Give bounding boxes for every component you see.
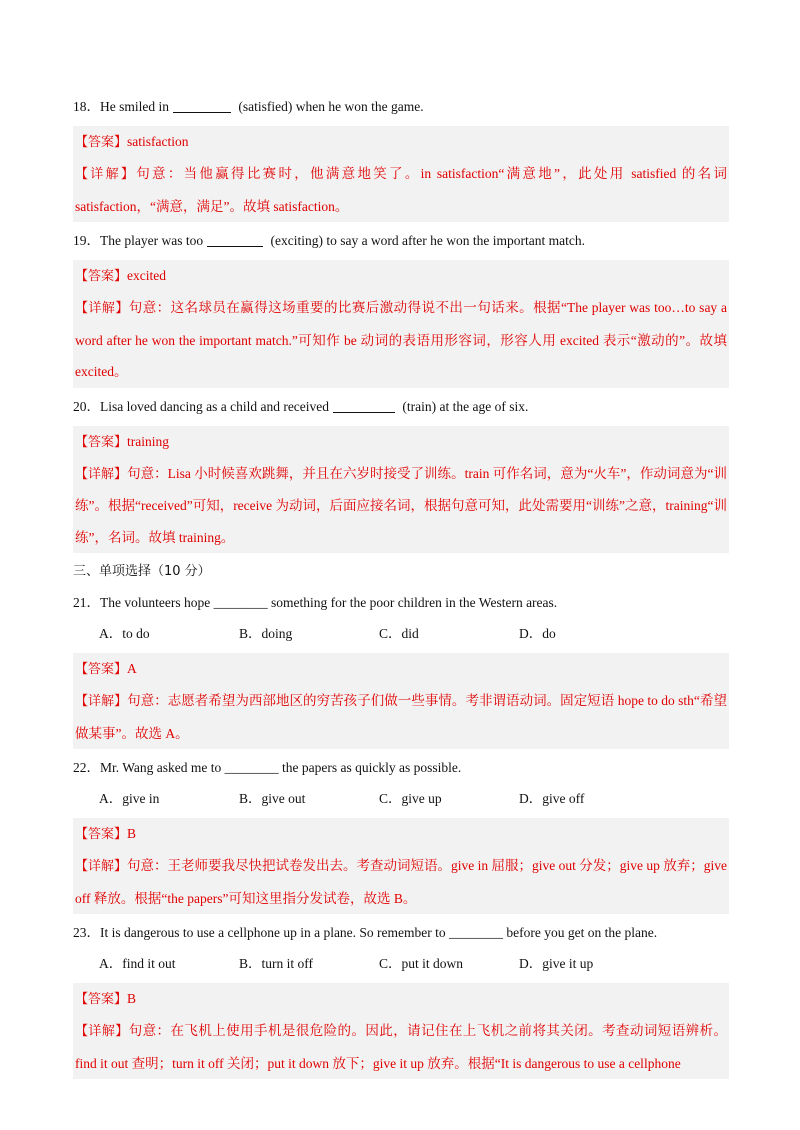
option-d: D．give off [519, 791, 585, 806]
answer-23 [73, 983, 729, 1015]
explanation-18 [73, 158, 729, 222]
explain-tag: 【详解】 [75, 466, 128, 482]
question-20-suffix: (train) at the age of six. [402, 398, 529, 414]
explain-tag: 【详解】 [75, 301, 129, 316]
options-22 [73, 787, 729, 811]
question-18-suffix: (satisfied) when he won the game. [238, 99, 424, 114]
question-18 [73, 95, 729, 119]
explanation-20 [73, 458, 729, 554]
option-b: B．give out [239, 791, 306, 806]
explanation-23 [73, 1015, 729, 1079]
answer-tag: 【答案】 [75, 135, 128, 150]
answer-tag: 【答案】 [75, 992, 128, 1007]
option-a: A．to do [99, 626, 150, 641]
answer-23-value: B [127, 991, 137, 1006]
answer-tag: 【答案】 [75, 269, 128, 284]
answer-18 [73, 126, 729, 158]
option-b: B．doing [239, 626, 293, 641]
option-c: C．give up [379, 791, 442, 806]
answer-tag: 【答案】 [75, 662, 128, 677]
question-19 [73, 229, 729, 253]
question-20-prefix: 20．Lisa loved dancing as a child and received [73, 398, 330, 414]
explanation-21-text: 句意：志愿者希望为西部地区的穷苦孩子们做一些事情。考非谓语动词。固定短语 hope to do sth“希望做某事”。故选 A。 [75, 693, 727, 741]
option-c: C．put it down [379, 956, 464, 971]
explanation-19 [73, 292, 729, 388]
answer-20-value: training [127, 433, 170, 449]
answer-blank [207, 232, 263, 247]
question-19-prefix: 19．The player was too [73, 233, 204, 248]
question-18-prefix: 18．He smiled in [73, 99, 169, 114]
answer-blank [173, 98, 231, 113]
explanation-21 [73, 685, 729, 749]
explanation-22-text: 句意：王老师要我尽快把试卷发出去。考查动词短语。give in 屈服；give out 分发；give up 放弃；give off 释放。根据“the papers”可知这里指分发试卷，故选 B。 [75, 858, 727, 906]
explain-tag: 【详解】 [75, 859, 128, 874]
explain-tag: 【详解】 [75, 694, 128, 709]
explanation-22 [73, 850, 729, 914]
explain-tag: 【详解】 [75, 167, 137, 182]
question-19-suffix: (exciting) to say a word after he won the important match. [270, 233, 585, 248]
section-heading: 三、单项选择（10 分） [73, 564, 211, 579]
option-d: D．give it up [519, 956, 594, 971]
option-c: C．did [379, 626, 419, 641]
answer-blank [333, 398, 395, 413]
answer-22-value: B [127, 826, 137, 841]
question-23: 23．It is dangerous to use a cellphone up in a plane. So remember to ________ before you get on the plane. [73, 925, 658, 940]
option-b: B．turn it off [239, 956, 313, 971]
answer-20 [73, 426, 729, 458]
explanation-20-text: 句意：Lisa 小时候喜欢跳舞，并且在六岁时接受了训练。train 可作名词，意为“火车”，作动词意为“训练”。根据“received”可知，receive 为动词，后面应接名词，根据句意可知，此处需要用“训练”之意，training“训练”，名词。故填 training。 [75, 465, 727, 545]
explain-tag: 【详解】 [75, 1024, 129, 1039]
answer-tag: 【答案】 [75, 827, 128, 842]
option-a: A．give in [99, 791, 160, 806]
answer-19-value: excited [127, 268, 166, 283]
explanation-23-text: 句意：在飞机上使用手机是很危险的。因此，请记住在上飞机之前将其关闭。考查动词短语辨析。find it out 查明；turn it off 关闭；put it down 放下；give it up 放弃。根据“It is dangerous to use a cellphone [75, 1023, 727, 1071]
document-body [73, 95, 729, 1079]
option-d: D．do [519, 626, 556, 641]
options-21 [73, 622, 729, 646]
option-a: A．find it out [99, 956, 176, 971]
explanation-18-text: 句意：当他赢得比赛时，他满意地笑了。in satisfaction“满意地”，此处用 satisfied 的名词 satisfaction，“满意，满足”。故填 satisfaction。 [75, 166, 727, 214]
answer-22 [73, 818, 729, 850]
question-20 [73, 395, 729, 419]
answer-21-value: A [127, 661, 137, 676]
answer-19 [73, 260, 729, 292]
answer-21 [73, 653, 729, 685]
question-21: 21．The volunteers hope ________ something for the poor children in the Western areas. [73, 595, 558, 610]
options-23 [73, 952, 729, 976]
question-22: 22．Mr. Wang asked me to ________ the papers as quickly as possible. [73, 760, 462, 775]
answer-18-value: satisfaction [127, 134, 189, 149]
explanation-19-text: 句意：这名球员在赢得这场重要的比赛后激动得说不出一句话来。根据“The player was too…to say a word after he won the important match.”可知作 be 动词的表语用形容词，形容人用 excited 表示“激动的”。故填 excited。 [75, 300, 727, 379]
answer-tag: 【答案】 [75, 434, 128, 450]
